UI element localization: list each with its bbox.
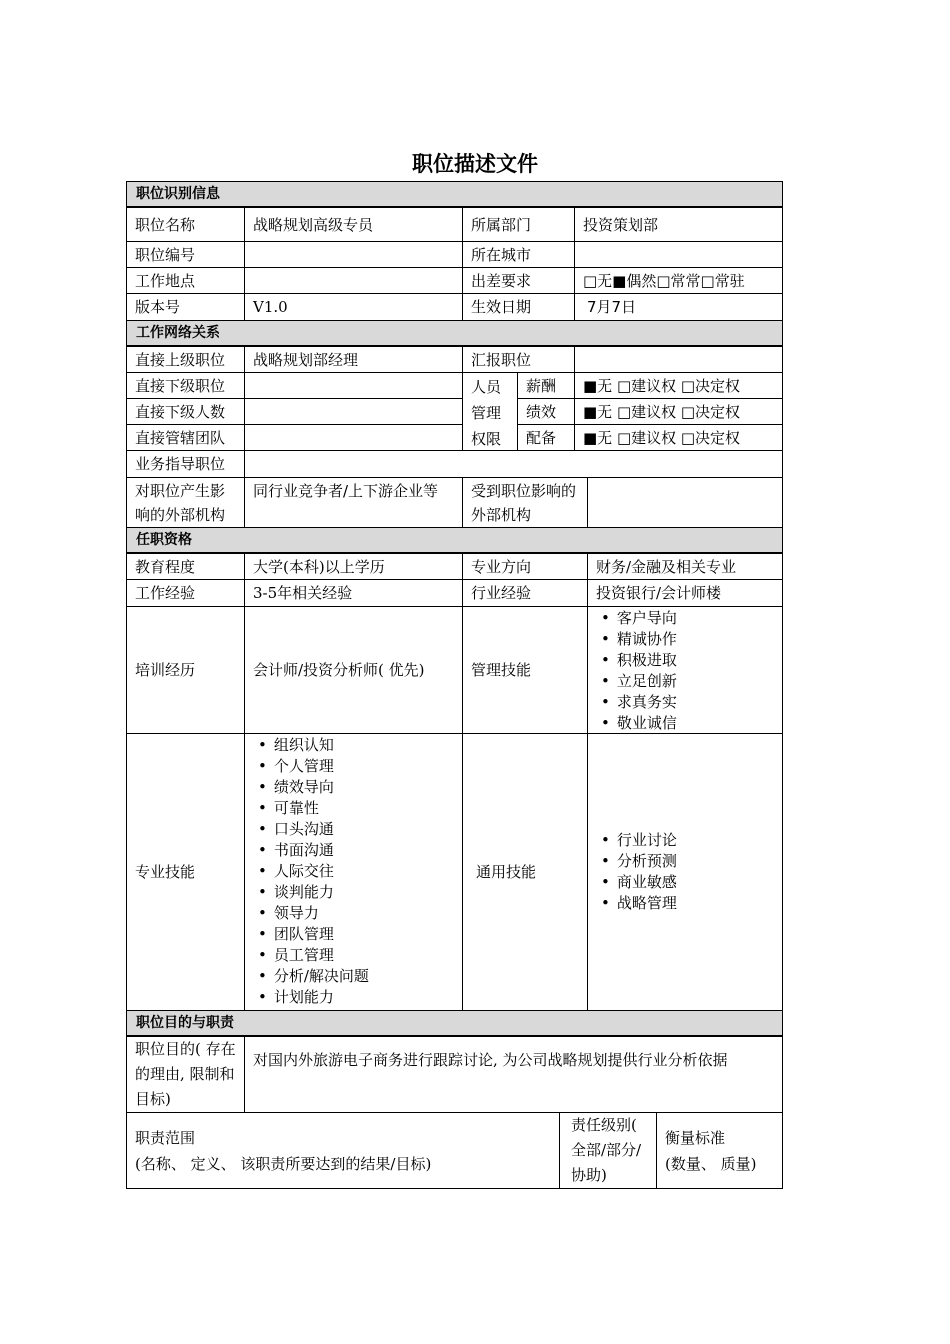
authority-label-line1: 人员	[471, 378, 502, 396]
list-item: • 领导力	[258, 903, 454, 924]
department-value: 投资策划部	[574, 207, 783, 242]
mgmt-skills-cell	[587, 606, 783, 734]
measure-label-line2: (数量、 质量)	[665, 1155, 757, 1173]
list-item: • 谈判能力	[258, 882, 454, 903]
city-label: 所在城市	[462, 241, 575, 268]
row-training	[126, 606, 783, 734]
industry-label: 行业经验	[462, 579, 588, 607]
performance-label: 绩效	[517, 398, 575, 425]
list-item: • 行业讨论	[601, 830, 677, 851]
mgmt-label: 管理技能	[462, 606, 588, 734]
general-label: 通用技能	[462, 733, 588, 1011]
subordinate-label: 直接下级职位	[126, 372, 245, 399]
affects-value: 同行业竞争者/上下游企业等	[244, 477, 463, 528]
salary-label: 薪酬	[517, 372, 575, 399]
row-authority-block	[126, 372, 783, 451]
authority-label	[462, 372, 518, 451]
report-label: 汇报职位	[462, 346, 575, 373]
list-item: • 人际交往	[258, 861, 454, 882]
superior-value: 战略规划部经理	[244, 346, 463, 373]
level-label: 责任级别( 全部/部分/协助)	[559, 1112, 657, 1189]
list-item: • 组织认知	[258, 735, 454, 756]
staffing-label: 配备	[517, 424, 575, 451]
team-label: 直接管辖团队	[126, 424, 245, 451]
list-item: • 团队管理	[258, 924, 454, 945]
subordinate-value	[244, 372, 463, 399]
scope-label	[126, 1112, 560, 1189]
list-item: • 战略管理	[601, 893, 677, 914]
list-item: • 求真务实	[601, 692, 774, 713]
staffing-value: ■无 □建议权 □决定权	[574, 424, 783, 451]
general-skills-cell	[587, 733, 783, 1011]
row-location	[126, 267, 783, 294]
row-education	[126, 553, 783, 580]
purpose-label: 职位目的( 存在的理由, 限制和目标)	[126, 1036, 245, 1113]
list-item: • 立足创新	[601, 671, 774, 692]
guidance-value	[244, 450, 783, 478]
prof-skills-list	[258, 735, 454, 1008]
row-version	[126, 293, 783, 321]
team-value	[244, 424, 463, 451]
report-value	[574, 346, 783, 373]
experience-value: 3-5年相关经验	[244, 579, 463, 607]
list-item: • 敬业诚信	[601, 713, 774, 734]
position-name-label: 职位名称	[126, 207, 245, 242]
list-item: • 绩效导向	[258, 777, 454, 798]
section-qualifications: 任职资格	[126, 527, 783, 553]
list-item: • 分析/解决问题	[258, 966, 454, 987]
city-value	[574, 241, 783, 268]
authority-label-line2: 管理	[471, 404, 502, 422]
row-purpose	[126, 1036, 783, 1113]
performance-value: ■无 □建议权 □决定权	[574, 398, 783, 425]
superior-label: 直接上级职位	[126, 346, 245, 373]
travel-value: □无■偶然□常常□常驻	[574, 267, 783, 294]
list-item: • 客户导向	[601, 608, 774, 629]
sub-count-value	[244, 398, 463, 425]
position-no-label: 职位编号	[126, 241, 245, 268]
position-no-value	[244, 241, 463, 268]
mgmt-skills-list	[601, 608, 774, 734]
row-external	[126, 477, 783, 528]
section-network: 工作网络关系	[126, 320, 783, 346]
education-value: 大学(本科)以上学历	[244, 553, 463, 580]
scope-label-line1: 职责范围	[135, 1129, 196, 1147]
location-label: 工作地点	[126, 267, 245, 294]
row-position-no	[126, 241, 783, 268]
position-name-value: 战略规划高级专员	[244, 207, 463, 242]
major-value: 财务/金融及相关专业	[587, 553, 783, 580]
prof-skills-cell	[244, 733, 463, 1011]
effective-value: 7月7日	[574, 293, 783, 321]
experience-label: 工作经验	[126, 579, 245, 607]
affects-label: 对职位产生影响的外部机构	[126, 477, 245, 528]
page-title: 职位描述文件	[412, 152, 538, 176]
affected-value	[587, 477, 783, 528]
row-professional	[126, 733, 783, 1011]
affected-label: 受到职位影响的外部机构	[462, 477, 588, 528]
list-item: • 分析预测	[601, 851, 677, 872]
list-item: • 可靠性	[258, 798, 454, 819]
training-value: 会计师/投资分析师( 优先)	[244, 606, 463, 734]
list-item: • 商业敏感	[601, 872, 677, 893]
industry-value: 投资银行/会计师楼	[587, 579, 783, 607]
list-item: • 计划能力	[258, 987, 454, 1008]
version-label: 版本号	[126, 293, 245, 321]
list-item: • 个人管理	[258, 756, 454, 777]
row-superior	[126, 346, 783, 373]
major-label: 专业方向	[462, 553, 588, 580]
row-position-name	[126, 207, 783, 242]
training-label: 培训经历	[126, 606, 245, 734]
row-guidance	[126, 450, 783, 478]
prof-label: 专业技能	[126, 733, 245, 1011]
measure-label	[656, 1112, 783, 1189]
list-item: • 精诚协作	[601, 629, 774, 650]
salary-value: ■无 □建议权 □决定权	[574, 372, 783, 399]
education-label: 教育程度	[126, 553, 245, 580]
list-item: • 员工管理	[258, 945, 454, 966]
row-scope	[126, 1112, 783, 1189]
effective-label: 生效日期	[462, 293, 575, 321]
row-experience	[126, 579, 783, 607]
sub-count-label: 直接下级人数	[126, 398, 245, 425]
section-identification: 职位识别信息	[126, 181, 783, 207]
department-label: 所属部门	[462, 207, 575, 242]
section-purpose: 职位目的与职责	[126, 1010, 783, 1036]
travel-label: 出差要求	[462, 267, 575, 294]
version-value: V1.0	[244, 293, 463, 321]
purpose-value: 对国内外旅游电子商务进行跟踪讨论, 为公司战略规划提供行业分析依据	[244, 1036, 783, 1113]
guidance-label: 业务指导职位	[126, 450, 245, 478]
list-item: • 书面沟通	[258, 840, 454, 861]
list-item: • 口头沟通	[258, 819, 454, 840]
authority-label-line3: 权限	[471, 430, 502, 448]
scope-label-line2: (名称、 定义、 该职责所要达到的结果/目标)	[135, 1155, 432, 1173]
measure-label-line1: 衡量标准	[665, 1129, 726, 1147]
list-item: • 积极进取	[601, 650, 774, 671]
location-value	[244, 267, 463, 294]
general-skills-list	[601, 830, 677, 914]
